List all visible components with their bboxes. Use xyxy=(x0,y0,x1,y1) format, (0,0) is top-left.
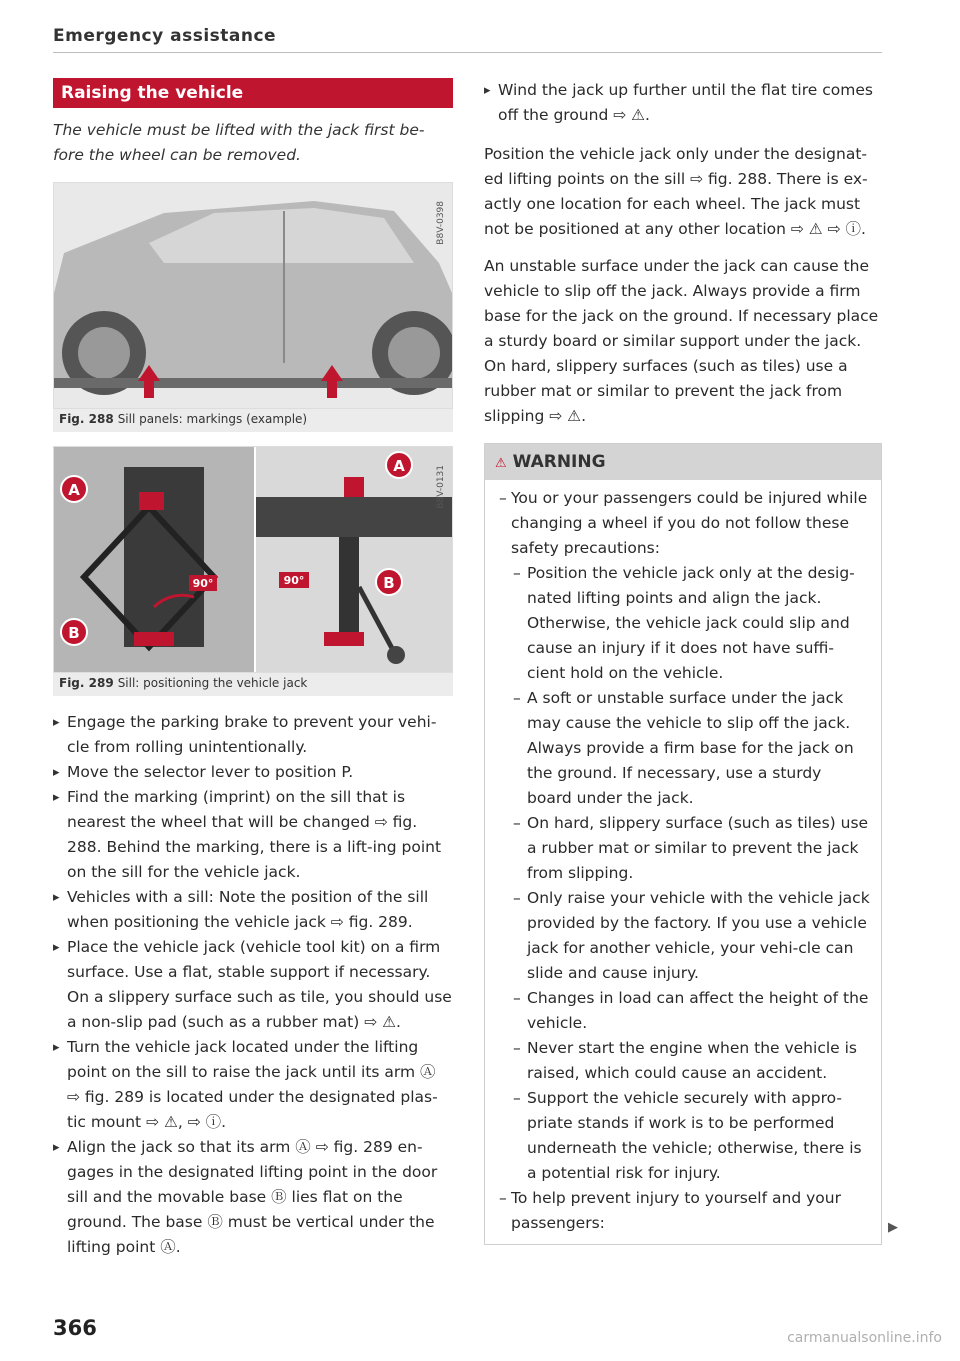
warning-list xyxy=(485,480,881,1244)
figure-289-caption xyxy=(53,673,453,696)
warning-title: WARNING xyxy=(512,452,606,472)
warning-item: – Position the vehicle jack only at the desig-nated lifting points and align the jack. Otherwise, the vehicle jack could slip and cause an injury if it does not have suffi-cient hold on the vehicle. xyxy=(499,561,871,686)
running-header: Emergency assistance xyxy=(53,26,277,46)
page-number: 366 xyxy=(53,1316,97,1340)
marker-b-left: B xyxy=(68,624,80,642)
step-item: ▸ Wind the jack up further until the flat tire comes off the ground ⇨ ⚠. xyxy=(484,78,882,128)
car-side-illustration xyxy=(54,183,452,408)
warning-item: – To help prevent injury to yourself and your passengers: xyxy=(499,1186,871,1236)
warning-item: – Only raise your vehicle with the vehicle jack provided by the factory. If you use a vehicle jack for another vehicle, your vehi-cle can slide and cause injury. xyxy=(499,886,871,986)
caption-text: Sill: positioning the vehicle jack xyxy=(117,676,308,690)
step-item: ▸ Move the selector lever to position P. xyxy=(53,760,453,785)
continue-arrow-icon: ▶ xyxy=(888,1220,898,1235)
warning-item: – On hard, slippery surface (such as tiles) use a rubber mat or similar to prevent the jack from slipping. xyxy=(499,811,871,886)
warning-item: – Never start the engine when the vehicle is raised, which could cause an accident. xyxy=(499,1036,871,1086)
warning-box xyxy=(484,443,882,1245)
step-item: ▸ Engage the parking brake to prevent your vehi-cle from rolling unintentionally. xyxy=(53,710,453,760)
step-item: ▸ Place the vehicle jack (vehicle tool kit) on a firm surface. Use a flat, stable support if necessary. On a slippery surface such as tile, you should use a non-slip pad (such as a rubber mat) ⇨ ⚠. xyxy=(53,935,453,1035)
section-title: Raising the vehicle xyxy=(53,78,453,108)
marker-b-right: B xyxy=(383,574,395,592)
angle-label-left: 90° xyxy=(192,577,214,590)
warning-item: – Changes in load can affect the height of the vehicle. xyxy=(499,986,871,1036)
section-intro: The vehicle must be lifted with the jack first be-fore the wheel can be removed. xyxy=(53,121,425,164)
marker-a-right: A xyxy=(393,457,405,475)
figure-code: B8V-0131 xyxy=(436,465,446,509)
warning-item: – Support the vehicle securely with appro-priate stands if work is to be performed underneath the vehicle; otherwise, there is a potential risk for injury. xyxy=(499,1086,871,1186)
step-item: ▸ Turn the vehicle jack located under the lifting point on the sill to raise the jack until its arm Ⓐ ⇨ fig. 289 is located under the designated plas-tic mount ⇨ ⚠, ⇨ ⓘ. xyxy=(53,1035,453,1135)
procedure-steps xyxy=(53,710,453,1260)
header-divider xyxy=(53,52,882,53)
site-watermark: carmanualsonline.info xyxy=(787,1330,942,1346)
figure-label: Fig. 288 xyxy=(59,412,114,426)
right-column xyxy=(484,78,882,1245)
warning-triangle-icon: ⚠ xyxy=(495,456,507,471)
paragraph-lifting-points: Position the vehicle jack only under the designat-ed lifting points on the sill ⇨ fig. 288. There is ex-actly one location for each wheel. The jack must not be positioned at any other location ⇨ ⚠ ⇨ ⓘ. xyxy=(484,145,868,238)
step-item: ▸ Find the marking (imprint) on the sill that is nearest the wheel that will be changed ⇨ fig. 288. Behind the marking, there is a lift-ing point on the sill for the vehicle jack. xyxy=(53,785,453,885)
step-item: ▸ Vehicles with a sill: Note the position of the sill when positioning the vehicle jack ⇨ fig. 289. xyxy=(53,885,453,935)
warning-header xyxy=(485,444,881,480)
figure-289 xyxy=(53,446,453,673)
figure-288-caption xyxy=(53,409,453,432)
angle-label-right: 90° xyxy=(283,574,305,587)
warning-item: – You or your passengers could be injured while changing a wheel if you do not follow these safety precautions: xyxy=(499,486,871,561)
step-item: ▸ Align the jack so that its arm Ⓐ ⇨ fig. 289 en-gages in the designated lifting point in the door sill and the movable base Ⓑ lies flat on the ground. The base Ⓑ must be vertical under the lifting point Ⓐ. xyxy=(53,1135,453,1260)
figure-288 xyxy=(53,182,453,409)
figure-label: Fig. 289 xyxy=(59,676,114,690)
marker-a-left: A xyxy=(68,481,80,499)
jack-position-illustration xyxy=(54,447,452,672)
figure-code: B8V-0398 xyxy=(436,201,446,245)
caption-text: Sill panels: markings (example) xyxy=(117,412,308,426)
warning-item: – A soft or unstable surface under the jack may cause the vehicle to slip off the jack. Always provide a firm base for the jack on the ground. If necessary, use a sturdy board under the jack. xyxy=(499,686,871,811)
left-column xyxy=(53,78,453,1260)
paragraph-unstable-surface: An unstable surface under the jack can cause the vehicle to slip off the jack. Always provide a firm base for the jack on the ground. If necessary place a sturdy board or similar support under the jack. On hard, slippery surfaces (such as tiles) use a rubber mat or similar to prevent the jack from slipping ⇨ ⚠. xyxy=(484,257,879,425)
procedure-steps-continued xyxy=(484,78,882,128)
